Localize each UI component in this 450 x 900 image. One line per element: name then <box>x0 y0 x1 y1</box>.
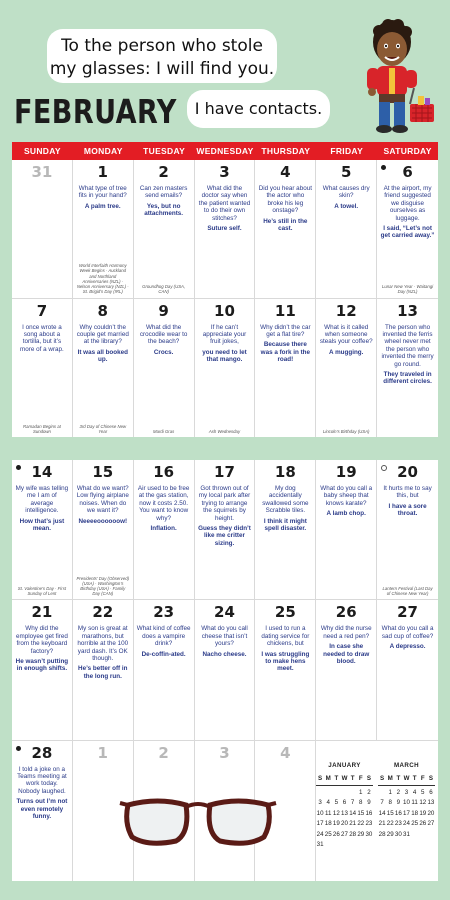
mini-day: 21 <box>349 820 357 827</box>
mini-weekday: W <box>403 775 410 782</box>
day-number: 10 <box>214 301 235 320</box>
joke-answer: Neeeeoooooow! <box>78 517 128 525</box>
day-cell-1[interactable] <box>73 160 134 299</box>
weekday-monday: MONDAY <box>83 146 123 156</box>
joke-question: It hurts me to say this, but <box>383 485 432 500</box>
mini-day: 14 <box>378 809 386 817</box>
bubble-reply-text: I have contacts. <box>194 99 323 118</box>
day-number: 23 <box>153 603 175 622</box>
mini-calendar-title: MARCH <box>393 762 420 769</box>
joke-question: Why did the employee get fired from the keyboard factory? <box>16 625 68 655</box>
mini-day: 20 <box>427 809 435 817</box>
day-number: 9 <box>158 301 169 320</box>
mini-day: 18 <box>411 809 419 817</box>
day-number: 13 <box>397 301 418 320</box>
mini-day <box>378 788 386 799</box>
mini-day: 12 <box>332 809 340 817</box>
joke-question: What did the crocodile wear to the beach? <box>139 323 188 346</box>
mini-day: 3 <box>404 788 409 796</box>
joke-answer: A depresso. <box>389 643 426 651</box>
mini-calendar-week <box>316 819 373 830</box>
holiday-note: 3rd Day of Chinese New Year <box>79 423 127 434</box>
mini-day: 19 <box>332 820 340 827</box>
mini-day: 21 <box>378 820 386 827</box>
mini-day: 3 <box>318 799 322 806</box>
joke-question: What did the doctor say when the patient wanted to do their own stitches? <box>198 185 251 222</box>
mini-day <box>419 830 427 841</box>
day-number: 16 <box>153 463 175 481</box>
holiday-note: Lunar New Year · Waitangi Day (NZL) <box>381 284 434 295</box>
day-number: 26 <box>335 603 357 622</box>
day-number: 15 <box>92 463 114 481</box>
mini-day: 8 <box>388 799 392 806</box>
day-cell-2[interactable] <box>134 160 195 299</box>
joke-question: What causes dry skin? <box>322 185 370 200</box>
joke-answer: Suture self. <box>207 225 242 233</box>
joke-answer: He’s still in the cast. <box>263 217 308 233</box>
day-number: 2 <box>158 163 169 181</box>
holiday-note: Ramadan Begins at Sundown <box>23 423 61 434</box>
cartoon-man-illustration <box>348 12 438 137</box>
mini-weekday: T <box>412 775 417 782</box>
mini-day: 14 <box>349 809 357 817</box>
holiday-note: Mardi Gras <box>153 428 175 434</box>
joke-question: My son is great at marathons, but horrible at the 100 yard dash. It’s OK though. <box>77 625 129 662</box>
mini-day <box>332 788 340 799</box>
mini-day: 23 <box>365 820 373 827</box>
calendar-grid-top <box>12 160 438 437</box>
mini-day: 2 <box>367 788 371 796</box>
mini-day: 31 <box>316 841 324 848</box>
day-number: 21 <box>31 603 53 622</box>
mini-day: 6 <box>342 799 347 806</box>
mini-day: 29 <box>357 830 365 838</box>
day-cell-8[interactable] <box>73 299 134 438</box>
joke-answer: How that’s just mean. <box>19 517 65 533</box>
mini-day: 26 <box>419 820 427 827</box>
mini-day <box>332 840 340 851</box>
mini-day: 7 <box>380 799 384 806</box>
joke-answer: Yes, but no attachments. <box>144 202 184 218</box>
mini-calendar-week <box>316 788 373 799</box>
joke-question: Got thrown out of my local park after trying to arrange the squirrels by height. <box>198 485 251 522</box>
joke-answer: I think it might spell disaster. <box>263 517 307 533</box>
joke-question: If he can’t appreciate your fruit jokes, <box>202 323 247 346</box>
mini-day: 1 <box>388 788 392 796</box>
weekday-thursday: THURSDAY <box>261 146 311 156</box>
day-cell-13[interactable] <box>377 299 438 438</box>
day-cell-22[interactable] <box>73 600 134 740</box>
joke-answer: They traveled in different circles. <box>383 370 432 386</box>
month-title: FEBRUARY <box>14 92 177 131</box>
speech-bubble-top <box>47 29 277 83</box>
day-cell-23[interactable] <box>134 600 195 740</box>
mini-day: 19 <box>419 809 427 817</box>
joke-question: Why couldn’t the couple get married at the library? <box>76 323 129 346</box>
mini-calendar-week <box>378 788 435 799</box>
day-number: 7 <box>36 301 48 320</box>
day-cell-6[interactable] <box>377 160 438 299</box>
holiday-note: St. Valentine’s Day · First Sunday of Lent <box>17 585 67 597</box>
day-number: 28 <box>31 743 53 762</box>
mini-day: 25 <box>324 830 332 838</box>
joke-question: Air used to be free at the gas station, now it costs 2.50. You want to know why? <box>137 485 190 522</box>
mini-weekday: F <box>358 775 363 782</box>
mini-calendar-week <box>378 798 435 809</box>
mini-day: 13 <box>341 809 348 817</box>
mini-calendar-week <box>316 798 373 809</box>
day-number: 4 <box>280 163 291 181</box>
mini-day <box>340 840 348 851</box>
mini-day: 27 <box>341 830 348 838</box>
day-number: 3 <box>219 163 230 181</box>
mini-calendar-weekdays <box>316 774 373 786</box>
joke-question: The person who invented the ferris wheel never met the person who invented the merry go round. <box>381 323 434 368</box>
mini-calendar-week <box>316 809 373 820</box>
joke-question: What type of tree fits in your hand? <box>78 185 127 200</box>
mini-weekday: T <box>334 775 339 782</box>
day-number: 12 <box>335 301 357 320</box>
joke-answer: A mugging. <box>329 348 364 356</box>
day-cell-11[interactable] <box>255 299 316 438</box>
mini-day: 10 <box>316 809 324 817</box>
day-cell-19[interactable] <box>316 460 377 600</box>
day-number: 19 <box>335 463 357 481</box>
mini-day: 18 <box>324 820 332 827</box>
mini-day: 1 <box>359 788 363 796</box>
joke-answer: Inflation. <box>150 525 177 533</box>
mini-day: 16 <box>394 809 402 817</box>
holiday-note: World Interfaith Harmony Week Begins · Auckland and Northland Anniversaries (NZL) · Nelson Anniversary (NZL) · St. Brigid’s Day (IRL) <box>76 263 129 295</box>
mini-weekday: F <box>420 775 425 782</box>
speech-bubble-reply <box>187 90 330 128</box>
joke-answer: I was struggling to make hens meet. <box>261 650 310 673</box>
mini-day: 4 <box>412 788 417 796</box>
joke-question: What do you call a baby sheep that knows karate? <box>320 485 373 507</box>
day-number: 20 <box>397 463 418 481</box>
day-cell-4[interactable] <box>255 160 316 299</box>
mini-day: 15 <box>386 809 394 817</box>
mini-day <box>365 840 373 851</box>
mini-day: 12 <box>419 799 427 806</box>
mini-day: 31 <box>403 830 410 838</box>
joke-question: My wife was telling me I am of average intelligence. <box>15 485 69 515</box>
mini-day: 13 <box>427 799 435 806</box>
joke-answer: I have a sore throat. <box>388 502 427 518</box>
mini-day <box>427 830 435 841</box>
weekday-tuesday: TUESDAY <box>143 146 186 156</box>
joke-question: At the airport, my friend suggested we disguise ourselves as luggage. <box>383 185 432 222</box>
mini-day: 8 <box>359 799 363 806</box>
mini-day: 23 <box>394 820 402 827</box>
joke-question: What is it called when someone steals your coffee? <box>319 323 373 346</box>
mini-day: 22 <box>357 820 365 827</box>
holiday-note: Lantern Festival (Last Day of Chinese New Year) <box>382 585 433 597</box>
bubble-top-text: To the person who stole my glasses: I will find you. <box>49 36 275 79</box>
day-cell-3[interactable] <box>195 160 256 299</box>
joke-question: My dog accidentally swallowed some Scrabble tiles. <box>262 485 309 515</box>
mini-day <box>349 840 357 851</box>
mini-day: 24 <box>403 820 410 827</box>
day-cell-7[interactable] <box>12 299 73 438</box>
day-number: 14 <box>31 463 53 481</box>
mini-day: 16 <box>365 809 373 817</box>
mini-calendar-week <box>378 819 435 830</box>
mini-day: 5 <box>421 788 425 796</box>
mini-day: 9 <box>396 799 401 806</box>
mini-day: 30 <box>394 830 402 838</box>
glasses-illustration <box>118 793 278 849</box>
joke-answer: Turns out I’m not even remotely funny. <box>16 798 68 821</box>
day-number: 24 <box>214 603 235 622</box>
joke-answer: He’s better off in the long run. <box>78 665 128 680</box>
day-cell-5[interactable] <box>316 160 377 299</box>
holiday-note: Groundhog Day (USA, CAN) <box>142 284 186 295</box>
mini-day: 26 <box>332 830 340 838</box>
mini-day: 11 <box>324 809 332 817</box>
mini-calendar-week <box>316 830 373 841</box>
joke-question: Why didn’t the car get a flat tire? <box>260 323 311 338</box>
mini-day: 20 <box>341 820 348 827</box>
joke-answer: A palm tree. <box>84 202 121 210</box>
joke-answer: you need to let that mango. <box>202 348 247 364</box>
moon-phase-full-icon <box>16 746 21 751</box>
joke-answer: He wasn’t putting in enough shifts. <box>15 657 69 673</box>
day-cell-24[interactable] <box>195 600 256 740</box>
joke-question: What do we want? Low flying airplane noises. When do we want it? <box>76 485 129 515</box>
day-number: 1 <box>97 743 108 762</box>
day-number: 3 <box>219 743 230 762</box>
day-cell-14[interactable] <box>12 460 73 600</box>
day-number: 2 <box>158 743 169 762</box>
day-number: 25 <box>274 603 296 622</box>
day-cell-20[interactable] <box>377 460 438 600</box>
day-cell-25[interactable] <box>255 600 316 740</box>
day-cell-9[interactable] <box>134 299 195 438</box>
mini-day: 25 <box>411 820 419 827</box>
mini-calendar-week <box>378 809 435 820</box>
mini-day: 15 <box>357 809 365 817</box>
mini-day: 28 <box>378 830 386 838</box>
day-number: 8 <box>97 301 108 320</box>
mini-calendar-weekdays <box>378 774 435 786</box>
mini-calendar-week <box>378 830 435 841</box>
day-number: 18 <box>274 463 296 481</box>
day-number: 4 <box>280 743 291 762</box>
joke-answer: Because there was a fork in the road! <box>260 341 311 364</box>
mini-weekday: S <box>366 775 371 782</box>
joke-question: What do you call cheese that isn’t yours? <box>201 625 248 648</box>
mini-day: 5 <box>334 799 339 806</box>
mini-day <box>349 788 357 799</box>
day-cell-12[interactable] <box>316 299 377 438</box>
day-number: 1 <box>97 163 108 181</box>
joke-answer: It was all booked up. <box>77 348 128 364</box>
day-cell-27[interactable] <box>377 600 438 740</box>
mini-day: 9 <box>367 799 371 806</box>
joke-question: What do you call a sad cup of coffee? <box>381 625 434 640</box>
day-number: 11 <box>274 301 296 320</box>
joke-question: Why did the nurse need a red pen? <box>320 625 372 640</box>
mini-day: 17 <box>403 809 410 817</box>
mini-day <box>316 788 324 799</box>
day-number: 6 <box>402 163 413 181</box>
joke-answer: A lamb chop. <box>326 510 366 518</box>
mini-day: 24 <box>316 830 324 838</box>
joke-answer: Nacho cheese. <box>202 650 247 658</box>
mini-calendar-january <box>316 762 373 851</box>
mini-calendar-march <box>378 762 435 840</box>
mini-calendar-week <box>316 840 373 851</box>
joke-answer: De-coffin-ated. <box>141 650 186 658</box>
mini-day: 6 <box>429 788 433 796</box>
day-number: 17 <box>214 463 235 481</box>
day-number: 31 <box>31 163 53 181</box>
moon-phase-full-icon <box>16 465 21 470</box>
weekday-friday: FRIDAY <box>330 146 364 156</box>
joke-answer: A towel. <box>334 202 359 210</box>
mini-weekday: S <box>380 775 385 782</box>
day-cell-26[interactable] <box>316 600 377 740</box>
mini-weekday: S <box>318 775 323 782</box>
mini-weekday: S <box>428 775 433 782</box>
mini-day <box>340 788 348 799</box>
day-number: 5 <box>340 163 352 181</box>
day-cell-18[interactable] <box>255 460 316 600</box>
day-cell-21[interactable] <box>12 600 73 740</box>
joke-question: I told a joke on a Teams meeting at work today. Nobody laughed. <box>17 765 67 795</box>
mini-day: 22 <box>386 820 394 827</box>
mini-day: 2 <box>396 788 401 796</box>
mini-day: 10 <box>403 799 410 806</box>
mini-day: 7 <box>350 799 355 806</box>
mini-weekday: T <box>396 775 401 782</box>
joke-answer: I said, “Let’s not get carried away.” <box>380 225 435 240</box>
holiday-note: Lincoln’s Birthday (USA) <box>322 428 370 434</box>
day-number: 27 <box>397 603 418 622</box>
mini-day: 17 <box>316 820 324 827</box>
day-cell-outside-31[interactable] <box>12 160 73 299</box>
joke-answer: Crocs. <box>153 348 174 356</box>
day-cell-10[interactable] <box>195 299 256 438</box>
joke-question: What kind of coffee does a vampire drink? <box>136 625 191 648</box>
mini-day: 27 <box>427 820 435 827</box>
mini-day: 4 <box>326 799 330 806</box>
mini-day <box>411 830 419 841</box>
joke-question: Did you hear about the actor who broke his leg onstage? <box>258 185 312 215</box>
weekday-header <box>12 142 438 160</box>
mini-day: 28 <box>349 830 357 838</box>
mini-day: 11 <box>411 799 418 806</box>
mini-day <box>324 788 332 799</box>
joke-question: Can zen masters send emails? <box>139 185 188 200</box>
day-cell-17[interactable] <box>195 460 256 600</box>
mini-weekday: W <box>341 775 348 782</box>
mini-calendar-title: JANUARY <box>328 762 361 769</box>
holiday-note: Presidents’ Day (Observed) (USA) · Washington’s Birthday (USA) · Family Day (CAN) <box>76 575 130 597</box>
mini-day: 30 <box>365 830 373 838</box>
weekday-sunday: SUNDAY <box>23 146 61 156</box>
mini-day: 29 <box>386 830 394 838</box>
day-number: 22 <box>92 603 114 622</box>
day-cell-16[interactable] <box>134 460 195 600</box>
weekday-wednesday: WEDNESDAY <box>196 146 254 156</box>
mini-weekday: T <box>350 775 355 782</box>
holiday-note: Ash Wednesday <box>208 428 241 434</box>
joke-answer: Guess they didn’t like me critter sizing. <box>198 525 251 547</box>
weekday-saturday: SATURDAY <box>383 146 432 156</box>
mini-day <box>324 840 332 851</box>
mini-weekday: M <box>387 775 393 782</box>
joke-question: I used to run a dating service for chickens, but <box>261 625 310 648</box>
day-cell-28[interactable] <box>12 741 73 881</box>
mini-weekday: M <box>325 775 331 782</box>
joke-answer: In case she needed to draw blood. <box>323 643 370 665</box>
day-cell-15[interactable] <box>73 460 134 600</box>
joke-question: I once wrote a song about a tortilla, but it’s more of a wrap. <box>20 323 64 353</box>
mini-day <box>357 840 365 851</box>
